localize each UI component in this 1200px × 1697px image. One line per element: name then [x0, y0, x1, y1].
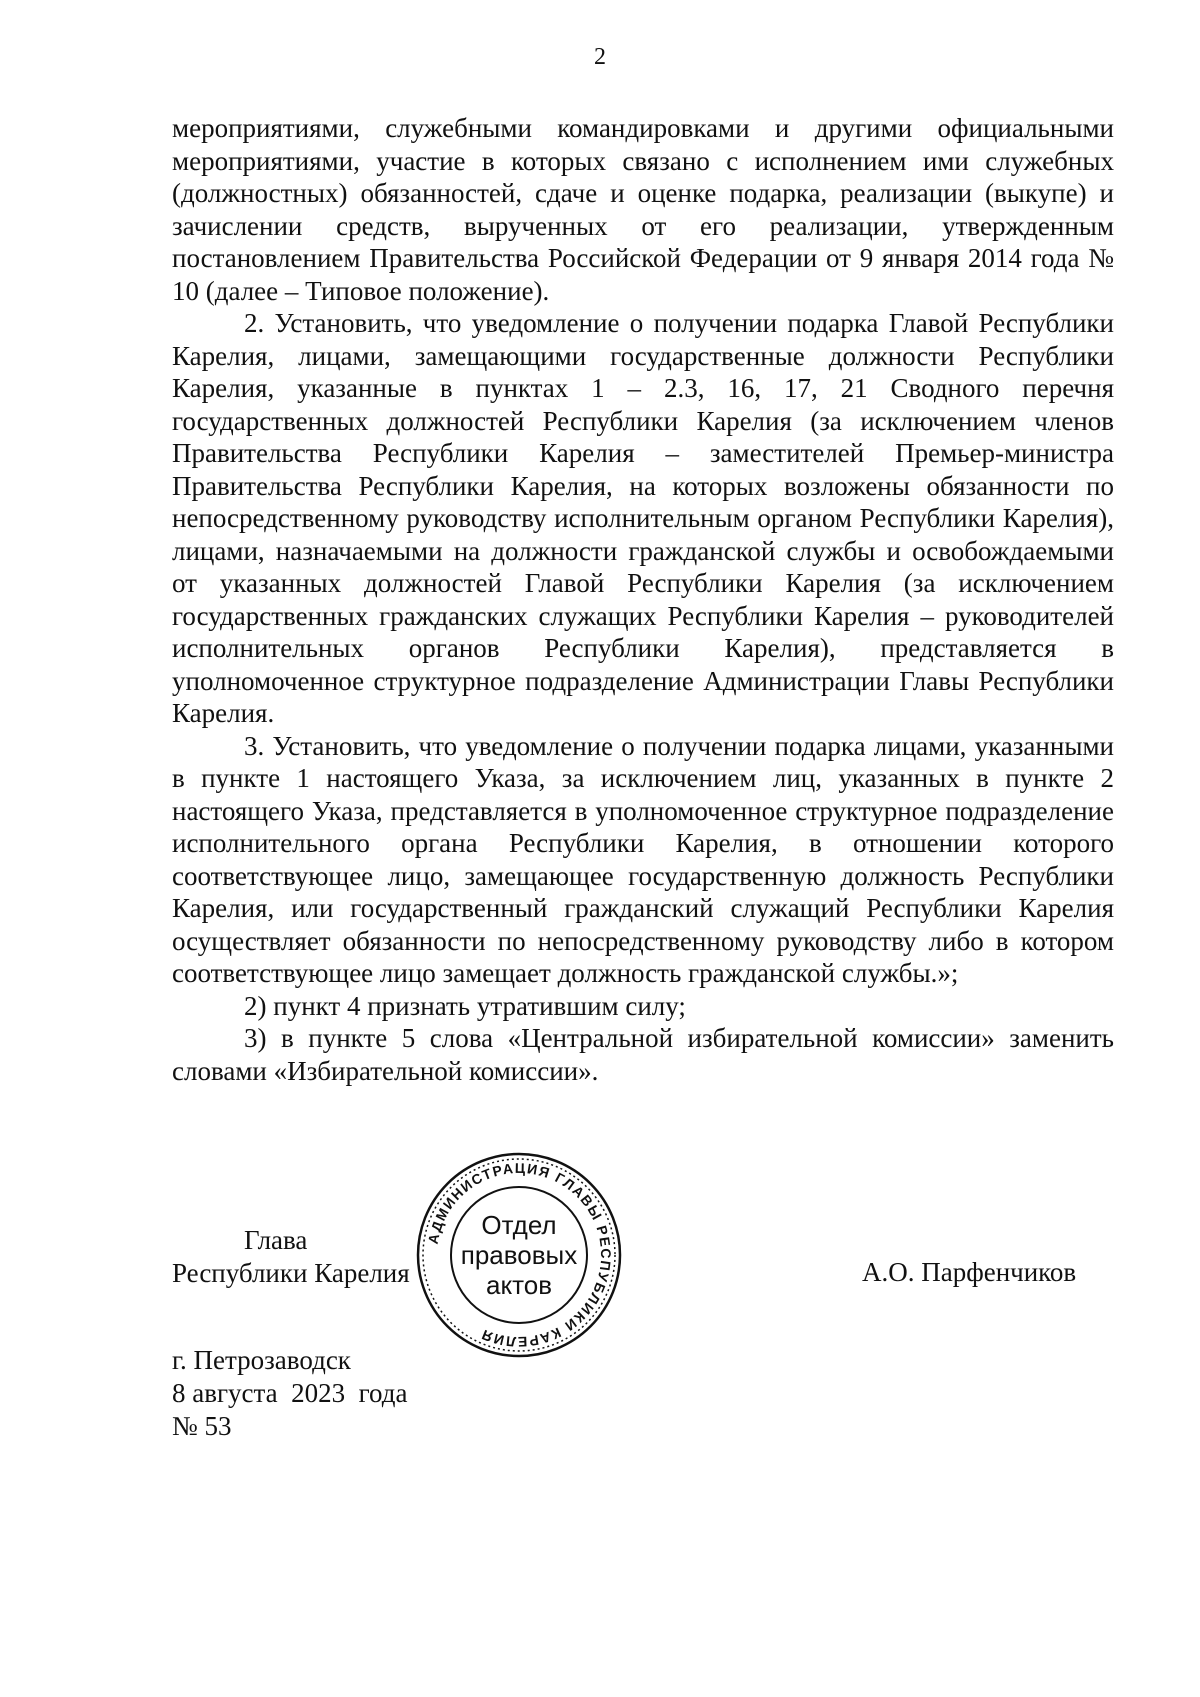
place-and-date — [172, 1344, 408, 1443]
decree-date: 8 августа 2023 года — [172, 1378, 408, 1408]
city: г. Петрозаводск — [172, 1345, 351, 1375]
official-stamp — [414, 1150, 624, 1360]
page-number: 2 — [594, 44, 606, 70]
stamp-line-3: актов — [485, 1270, 552, 1300]
paragraph-clause-3: 3. Установить, что уведомление о получении подарка лицами, указанными в пункте 1 настоящего Указа, за исключением лиц, указанных в пункте 2 настоящего Указа, представляется в уполномоченное структурное подразделение исполнительного органа Республики Карелия, в отношении которого соответствующее лицо, замещающее государственную должность Республики Карелия, или государственный гражданский служащий Республики Карелия осуществляет обязанности по непосредственному руководству либо в котором соответствующее лицо замещает должность гражданской службы.»; — [172, 730, 1114, 988]
signatory-title-line1: Глава — [244, 1225, 308, 1255]
paragraph-item-2: 2) пункт 4 признать утратившим силу; — [244, 990, 686, 1021]
stamp-ring-text: АДМИНИСТРАЦИЯ ГЛАВЫ РЕСПУБЛИКИ КАРЕЛИЯ — [424, 1159, 615, 1351]
document-body — [172, 112, 1114, 1087]
paragraph-clause-2: 2. Установить, что уведомление о получении подарка Главой Республики Карелия, лицами, замещающими государственные должности Республики Карелия, указанные в пунктах 1 – 2.3, 16, 17, 21 Сводного перечня государственных должностей Республики Карелия (за исключением членов Правительства Республики Карелия – заместителей Премьер-министра Правительства Республики Карелия, на которых возложены обязанности по непосредственному руководству исполнительным органом Республики Карелия), лицами, назначаемыми на должности гражданской службы и освобождаемыми от указанных должностей Главой Республики Карелия (за исключением государственных гражданских служащих Республики Карелия – руководителей исполнительных органов Республики Карелия), представляется в уполномоченное структурное подразделение Администрации Главы Республики Карелия. — [172, 308, 1114, 728]
paragraph-continuation: мероприятиями, служебными командировками и другими официальными мероприятиями, участие в которых связано с исполнением ими служебных (должностных) обязанностей, сдаче и оценке подарка, реализации (выкупе) и зачислении средств, вырученных от его реализации, утвержденным постановлением Правительства Российской Федерации от 9 января 2014 года № 10 (далее – Типовое положение). — [172, 113, 1114, 306]
signatory-name: А.О. Парфенчиков — [862, 1257, 1077, 1287]
stamp-center-text — [414, 1150, 624, 1360]
signatory-title-line2: Республики Карелия — [172, 1257, 410, 1288]
signatory-title — [172, 1224, 410, 1289]
stamp-line-2: правовых — [460, 1240, 578, 1270]
decree-number: № 53 — [172, 1411, 232, 1441]
stamp-line-1: Отдел — [481, 1210, 557, 1240]
paragraph-item-3: 3) в пункте 5 слова «Центральной избирательной комиссии» заменить словами «Избирательной комиссии». — [172, 1023, 1114, 1086]
